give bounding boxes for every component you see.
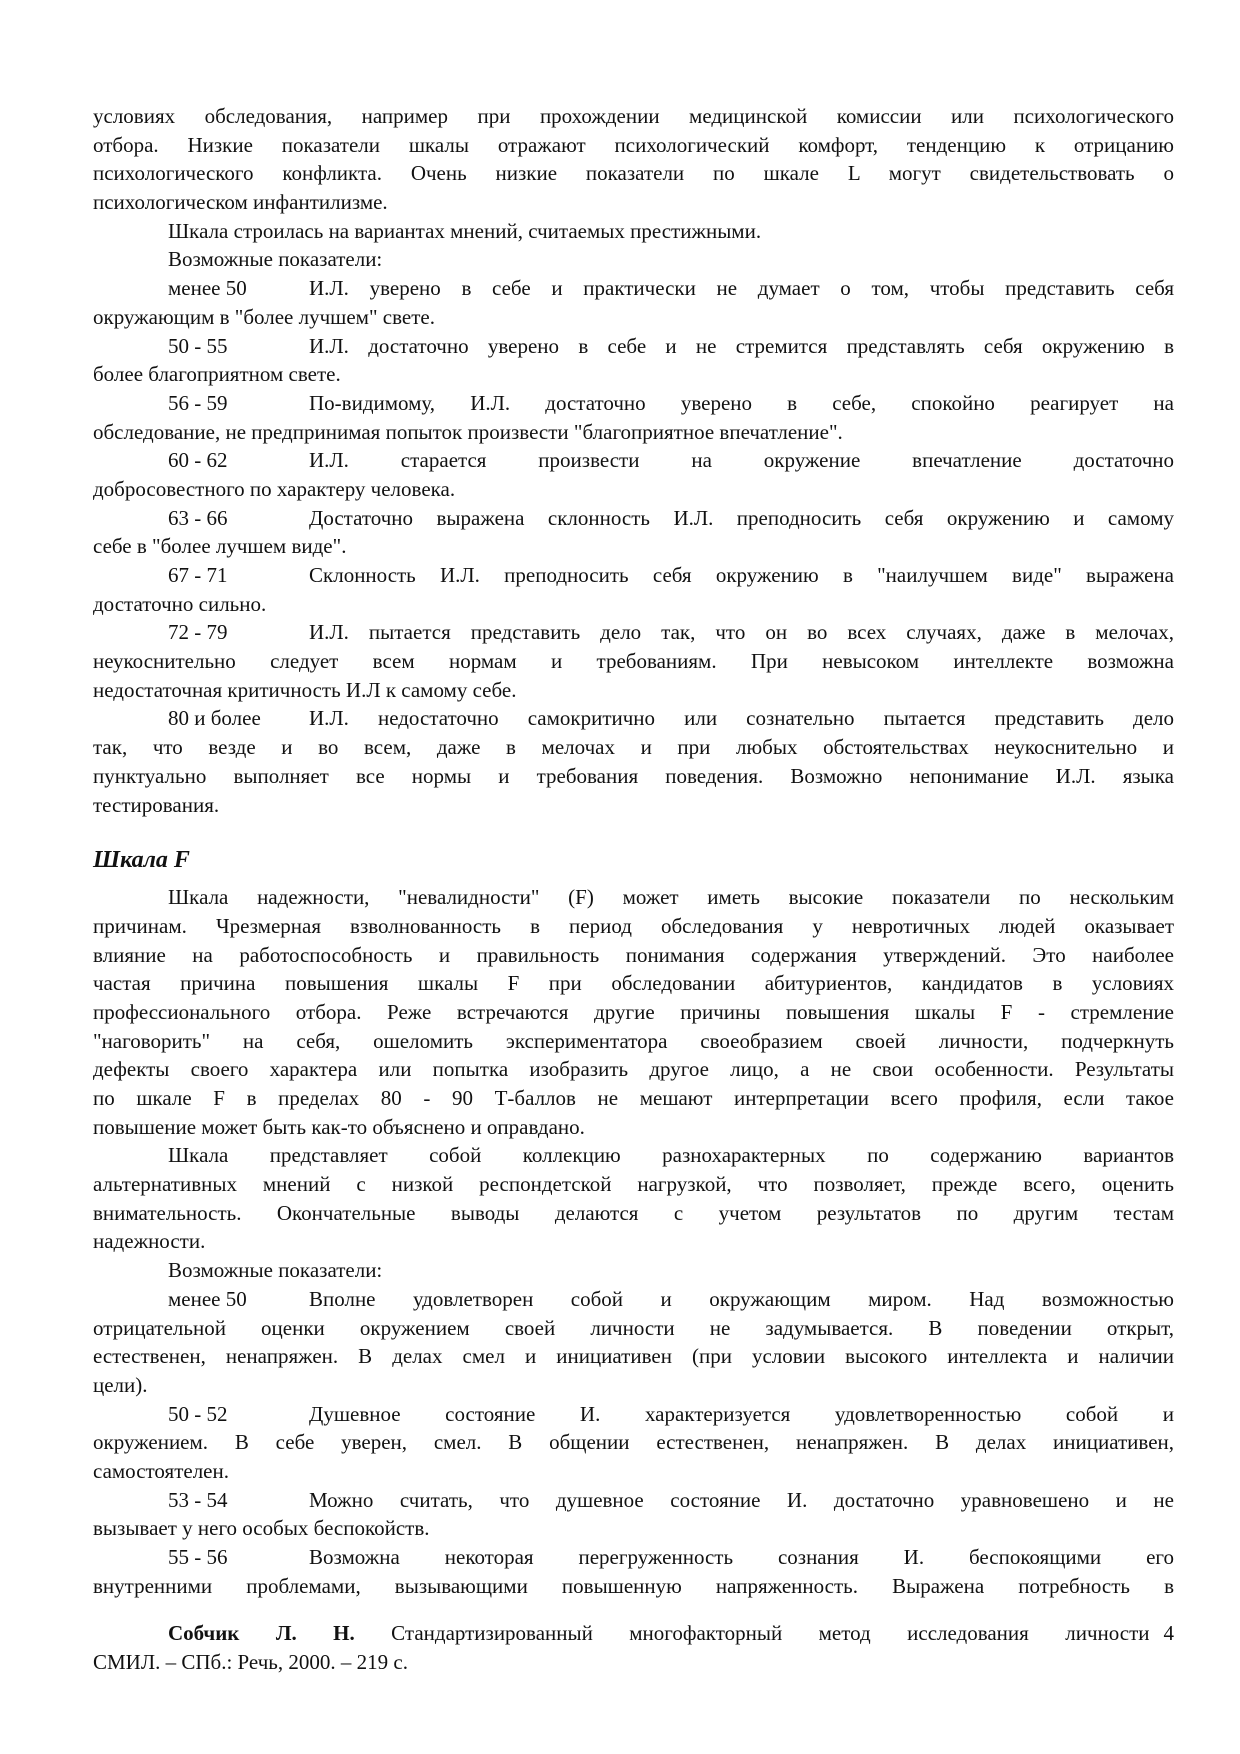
text-line [93, 1227, 1174, 1256]
score-range-entry [93, 1486, 1174, 1543]
text-line [93, 647, 1174, 676]
text-line [93, 998, 1174, 1027]
text-line [93, 1428, 1174, 1457]
citation-line [93, 1648, 1174, 1677]
line-text: повышение может быть как-то объяснено и оправдано. [93, 1114, 585, 1139]
text-line [93, 1027, 1174, 1056]
line-text: И.Л. старается произвести на окружение впечатление достаточно [309, 448, 1174, 473]
text-line [93, 1256, 1174, 1285]
line-text: Шкала надежности, "невалидности" (F) может иметь высокие показатели по нескольким [168, 885, 1174, 910]
text-line [93, 475, 1174, 504]
text-line [93, 446, 1174, 475]
text-line [93, 360, 1174, 389]
line-text: внимательность. Окончательные выводы делаются с учетом результатов по другим тестам [93, 1200, 1174, 1225]
text-line [93, 1486, 1174, 1515]
text-line [93, 1285, 1174, 1314]
page-number: 4 [1163, 1621, 1174, 1645]
text-line [93, 217, 1174, 246]
text-line [93, 1400, 1174, 1429]
paragraph [93, 245, 1174, 274]
text-line [93, 1457, 1174, 1486]
citation-title: Стандартизированный многофакторный метод исследования личности [391, 1621, 1150, 1645]
score-range-entry [93, 1543, 1174, 1600]
line-text: неукоснительно следует всем нормам и требованиям. При невысоком интеллекте возможна [93, 649, 1174, 674]
line-text: И.Л. достаточно уверено в себе и не стремится представлять себя окружению в [309, 333, 1174, 358]
line-text: самостоятелен. [93, 1458, 229, 1483]
line-text: И.Л. пытается представить дело так, что он во всех случаях, даже в мелочах, [309, 620, 1174, 645]
line-text: психологическом инфантилизме. [93, 190, 388, 215]
text-line [93, 1199, 1174, 1228]
line-text: условиях обследования, например при прохождении медицинской комиссии или психологического [93, 104, 1174, 128]
line-text: более благоприятном свете. [93, 362, 341, 387]
line-text: пунктуально выполняет все нормы и требования поведения. Возможно непонимание И.Л. языка [93, 763, 1174, 788]
text-line [93, 969, 1174, 998]
text-line [93, 159, 1174, 188]
score-range-label: 55 - 56 [168, 1545, 228, 1569]
line-text: окружающим в "более лучшем" свете. [93, 304, 435, 329]
line-text: профессионального отбора. Реже встречаются другие причины повышения шкалы F - стремление [93, 999, 1174, 1024]
line-text: Вполне удовлетворен собой и окружающим миром. Над возможностью [309, 1286, 1174, 1311]
line-text: недостаточная критичность И.Л к самому себе. [93, 677, 517, 702]
scale-f-section [93, 883, 1174, 1600]
line-text: достаточно сильно. [93, 591, 267, 616]
text-line [93, 1543, 1174, 1572]
citation-author: Собчик Л. Н. [168, 1621, 355, 1645]
line-text: влияние на работоспособность и правильность понимания содержания утверждений. Это наиболее [93, 942, 1174, 967]
score-range-label: менее 50 [168, 1286, 247, 1311]
score-range-entry [93, 332, 1174, 389]
text-line [93, 1572, 1174, 1601]
line-text: вызывает у него особых беспокойств. [93, 1516, 430, 1541]
line-text: альтернативных мнений с низкой респондетской нагрузкой, что позволяет, прежде всего, оценить [93, 1172, 1174, 1197]
line-text: так, что везде и во всем, даже в мелочах и при любых обстоятельствах неукоснительно и [93, 735, 1174, 760]
text-line [93, 1084, 1174, 1113]
score-range-label: 56 - 59 [168, 390, 228, 415]
line-text: причинам. Чрезмерная взволнованность в период обследования у невротичных людей оказывает [93, 913, 1174, 938]
text-line [93, 1314, 1174, 1343]
text-line [93, 1055, 1174, 1084]
text-line [93, 418, 1174, 447]
paragraph [93, 217, 1174, 246]
score-range-label: 53 - 54 [168, 1487, 228, 1512]
text-line [93, 532, 1174, 561]
text-line [93, 941, 1174, 970]
citation-text [168, 1619, 1150, 1648]
citation-publisher: СМИЛ. – СПб.: Речь, 2000. – 219 с. [93, 1649, 408, 1674]
document-body [93, 102, 1174, 1600]
score-range-label: 80 и более [168, 706, 261, 731]
line-text: отбора. Низкие показатели шкалы отражают психологический комфорт, тенденцию к отрицанию [93, 132, 1174, 157]
line-text: И.Л. уверено в себе и практически не думает о том, чтобы представить себя [309, 276, 1174, 301]
score-range-entry [93, 1400, 1174, 1486]
line-text: цели). [93, 1372, 148, 1397]
text-line [93, 791, 1174, 820]
line-text: отрицательной оценки окружением своей личности не задумывается. В поведении открыт, [93, 1315, 1174, 1340]
line-text: дефекты своего характера или попытка изобразить другое лицо, а не свои особенности. Результаты [93, 1057, 1174, 1082]
score-range-entry [93, 504, 1174, 561]
score-range-entry [93, 1285, 1174, 1400]
text-line [93, 1170, 1174, 1199]
line-text: И.Л. недостаточно самокритично или сознательно пытается представить дело [309, 706, 1174, 731]
text-line [93, 1371, 1174, 1400]
score-range-label: 63 - 66 [168, 505, 228, 530]
score-range-entry [93, 561, 1174, 618]
text-line [93, 762, 1174, 791]
text-line [93, 1113, 1174, 1142]
line-text: внутренними проблемами, вызывающими повышенную напряженность. Выражена потребность в [93, 1573, 1174, 1598]
score-range-entry [93, 389, 1174, 446]
line-text: Шкала строилась на вариантах мнений, считаемых престижными. [168, 218, 762, 243]
line-text: Возможные показатели: [168, 247, 383, 272]
line-text: Склонность И.Л. преподносить себя окружению в "наилучшем виде" выражена [309, 563, 1174, 587]
line-text: Достаточно выражена склонность И.Л. преподносить себя окружению и самому [309, 505, 1174, 530]
score-range-entry [93, 704, 1174, 819]
text-line [93, 704, 1174, 733]
line-text: Можно считать, что душевное состояние И. достаточно уравновешено и не [309, 1487, 1174, 1512]
line-text: частая причина повышения шкалы F при обследовании абитуриентов, кандидатов в условиях [93, 971, 1174, 996]
text-line [93, 332, 1174, 361]
text-line [93, 676, 1174, 705]
text-line [93, 883, 1174, 912]
text-line [93, 1141, 1174, 1170]
line-text: естественен, ненапряжен. В делах смел и инициативен (при условии высокого интеллекта и наличии [93, 1344, 1174, 1369]
footer-citation [93, 1619, 1174, 1676]
text-line [93, 504, 1174, 533]
scale-l-section [93, 102, 1174, 819]
paragraph [93, 1256, 1174, 1285]
text-line [93, 561, 1174, 590]
line-text: добросовестного по характеру человека. [93, 476, 456, 501]
text-line [93, 733, 1174, 762]
line-text: Душевное состояние И. характеризуется удовлетворенностью собой и [309, 1401, 1174, 1426]
text-line [93, 303, 1174, 332]
text-line [93, 188, 1174, 217]
line-text: Возможна некоторая перегруженность сознания И. беспокоящими его [309, 1545, 1174, 1569]
text-line [93, 912, 1174, 941]
text-line [93, 245, 1174, 274]
text-line [93, 274, 1174, 303]
score-range-label: менее 50 [168, 276, 247, 301]
text-line [93, 1342, 1174, 1371]
text-line [93, 590, 1174, 619]
paragraph [93, 1141, 1174, 1256]
score-range-label: 60 - 62 [168, 448, 228, 473]
line-text: по шкале F в пределах 80 - 90 Т-баллов не мешают интерпретации всего профиля, если такое [93, 1086, 1174, 1110]
text-line [93, 389, 1174, 418]
line-text: Шкала представляет собой коллекцию разнохарактерных по содержанию вариантов [168, 1143, 1174, 1168]
line-text: надежности. [93, 1229, 206, 1254]
score-range-label: 72 - 79 [168, 620, 228, 645]
score-range-entry [93, 274, 1174, 331]
score-range-label: 50 - 52 [168, 1401, 228, 1426]
score-range-label: 67 - 71 [168, 563, 228, 587]
line-text: себе в "более лучшем виде". [93, 534, 347, 559]
paragraph [93, 102, 1174, 217]
line-text: Возможные показатели: [168, 1258, 383, 1283]
text-line [93, 131, 1174, 160]
citation-line [93, 1619, 1174, 1648]
line-text: По-видимому, И.Л. достаточно уверено в себе, спокойно реагирует на [309, 390, 1174, 415]
paragraph [93, 883, 1174, 1141]
line-text: обследование, не предпринимая попыток произвести "благоприятное впечатление". [93, 419, 843, 444]
section-heading-scale-f: Шкала F [93, 847, 190, 874]
line-text: тестирования. [93, 792, 220, 817]
line-text: "наговорить" на себя, ошеломить экспериментатора своеобразием своей личности, подчеркнуть [93, 1028, 1174, 1053]
text-line [93, 618, 1174, 647]
text-line [93, 1514, 1174, 1543]
line-text: психологического конфликта. Очень низкие показатели по шкале L могут свидетельствовать о [93, 161, 1174, 186]
score-range-label: 50 - 55 [168, 333, 228, 358]
score-range-entry [93, 446, 1174, 503]
text-line [93, 102, 1174, 131]
score-range-entry [93, 618, 1174, 704]
line-text: окружением. В себе уверен, смел. В общении естественен, ненапряжен. В делах инициативен, [93, 1430, 1174, 1455]
